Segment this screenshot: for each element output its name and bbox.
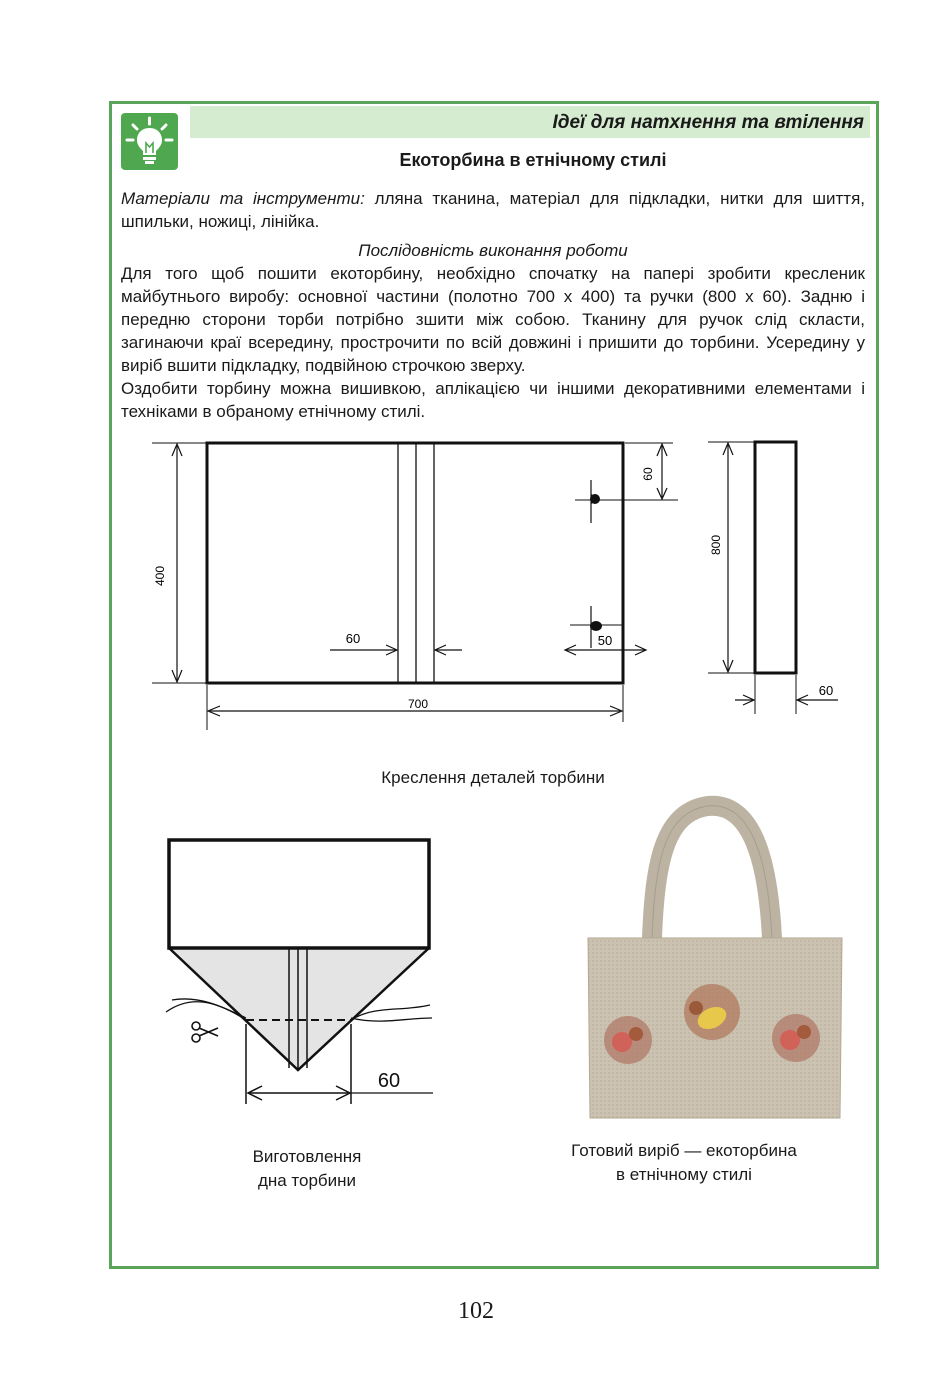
instructions-paragraph-2: Оздобити торбину можна вишивкою, аплікацією чи іншими декоративними елементами і техніками в обраному етнічному стилі. — [121, 379, 865, 421]
embroidery-center — [684, 984, 740, 1040]
dim-handle-width-label: 60 — [818, 683, 834, 698]
dim-seam-label: 60 — [345, 631, 361, 646]
sequence-heading: Послідовність виконання роботи — [358, 241, 628, 260]
dim-height-label: 400 — [153, 565, 167, 587]
photo-caption — [535, 1139, 833, 1187]
dim-handle-side-label: 50 — [597, 633, 613, 648]
bottom-caption-line-1: Виготовлення — [252, 1147, 362, 1166]
dim-handle-top-label: 60 — [641, 467, 655, 481]
dim-width-label: 700 — [407, 697, 429, 711]
article-title: Екоторбина в етнічному стилі — [399, 150, 667, 170]
section-title: Ідеї для натхнення та втілення — [552, 112, 864, 133]
page-number: 102 — [458, 1298, 494, 1324]
instructions-paragraph-1: Для того щоб пошити екоторбину, необхідно спочатку на папері зробити кресленик майбутнього виробу: основної частини (полотно 700 х 400) та ручки (800 х 60). Задню і передню сторони торби потрібно зшити між собою. Тканину для ручок слід скласти, загинаючи краї всередину, прострочити по всій довжині і пришити до торбини. Усередину у виріб вшити підкладку, подвійною строчкою зверху. — [121, 264, 865, 375]
photo-caption-line-2: в етнічному стилі — [616, 1165, 752, 1184]
drawing-caption: Креслення деталей торбини — [381, 768, 605, 787]
photo-caption-line-1: Готовий виріб — екоторбина — [571, 1141, 797, 1160]
bottom-caption-line-2: дна торбини — [257, 1171, 357, 1190]
bottom-dim-label: 60 — [377, 1070, 401, 1092]
embroidery-left — [604, 1016, 652, 1064]
materials-text: лляна тканина, матеріал для підкладки, нитки для шиття, шпильки, ножиці, лінійка. — [121, 189, 865, 231]
dim-handle-length-label: 800 — [709, 534, 723, 556]
embroidery-right — [772, 1014, 820, 1062]
materials-label: Матеріали та інструменти: — [121, 189, 365, 208]
